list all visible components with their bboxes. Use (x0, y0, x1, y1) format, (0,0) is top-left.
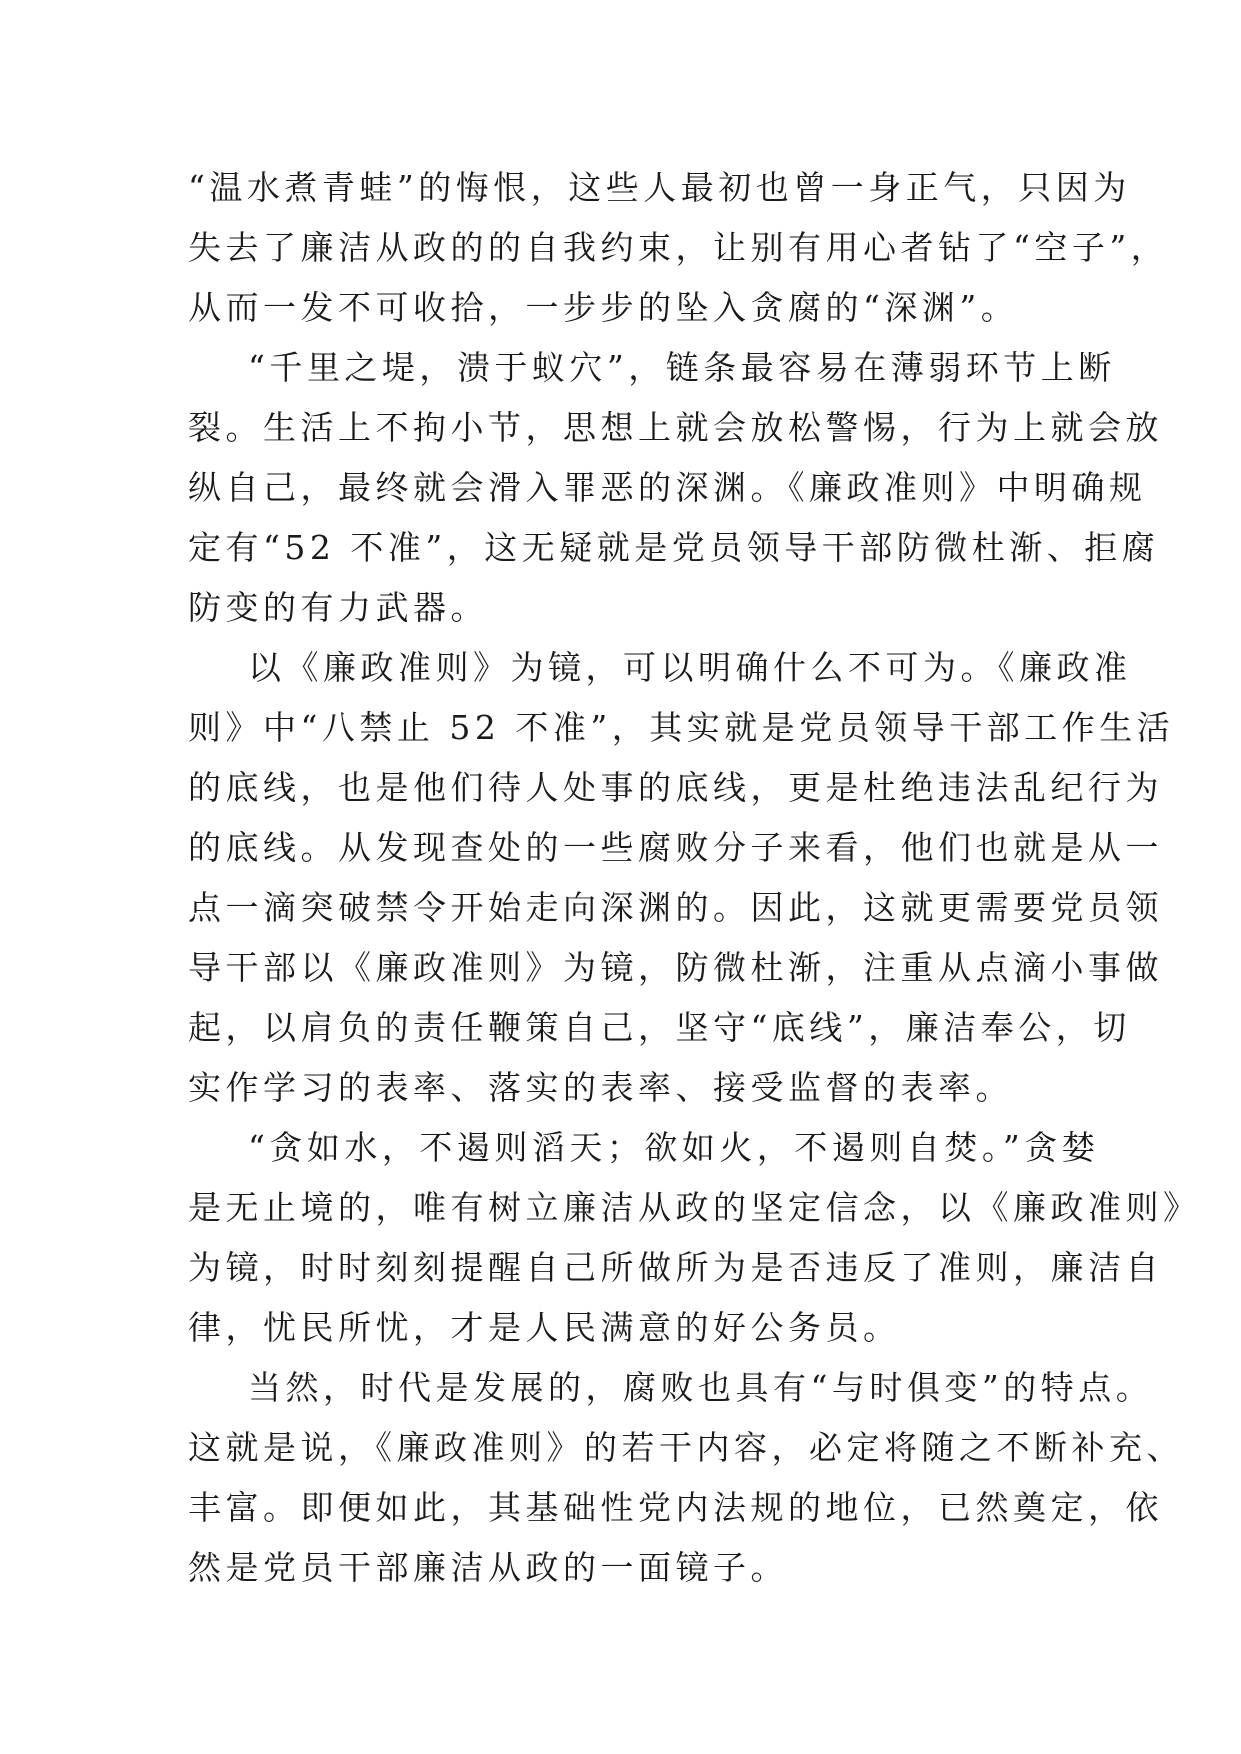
text-line: 是无止境的，唯有树立廉洁从政的坚定信念，以《廉政准则》 (188, 1188, 1201, 1227)
text-line: 失去了廉洁从政的的自我约束，让别有用心者钻了“空子”， (188, 228, 1169, 267)
text-line: 点一滴突破禁令开始走向深渊的。因此，这就更需要党员领 (188, 888, 1163, 927)
text-line: 律，忧民所忧，才是人民满意的好公务员。 (188, 1308, 901, 1347)
text-line: 以《廉政准则》为镜，可以明确什么不可为。《廉政准 (188, 648, 1132, 687)
text-line: 则》中“八禁止 52 不准”，其实就是党员领导干部工作生活 (188, 708, 1175, 747)
text-line: 为镜，时时刻刻提醒自己所做所为是否违反了准则，廉洁自 (188, 1248, 1163, 1287)
text-line: 实作学习的表率、落实的表率、接受监督的表率。 (188, 1068, 1013, 1107)
text-line: 丰富。即便如此，其基础性党内法规的地位，已然奠定，依 (188, 1488, 1163, 1527)
text-line: 然是党员干部廉洁从政的一面镜子。 (188, 1548, 788, 1587)
text-line: “贪如水，不遏则滔天；欲如火，不遏则自焚。”贪婪 (188, 1128, 1100, 1167)
text-line: 防变的有力武器。 (188, 588, 488, 627)
text-line: 导干部以《廉政准则》为镜，防微杜渐，注重从点滴小事做 (188, 948, 1163, 987)
text-line: 起，以肩负的责任鞭策自己，坚守“底线”，廉洁奉公，切 (188, 1008, 1131, 1047)
text-line: 定有“52 不准”，这无疑就是党员领导干部防微杜渐、拒腐 (188, 528, 1160, 567)
text-line: 的底线。从发现查处的一些腐败分子来看，他们也就是从一 (188, 828, 1163, 867)
text-line: 这就是说，《廉政准则》的若干内容，必定将随之不断补充、 (188, 1428, 1184, 1467)
text-line: “千里之堤，溃于蚁穴”，链条最容易在薄弱环节上断 (188, 348, 1116, 387)
text-line: 的底线，也是他们待人处事的底线，更是杜绝违法乱纪行为 (188, 768, 1163, 807)
text-line: 裂。生活上不拘小节，思想上就会放松警惕，行为上就会放 (188, 408, 1163, 447)
text-line: “温水煮青蛙”的悔恨，这些人最初也曾一身正气，只因为 (188, 168, 1131, 207)
text-line: 纵自己，最终就会滑入罪恶的深渊。《廉政准则》中明确规 (188, 468, 1147, 507)
document-body (188, 158, 1201, 1598)
text-line: 当然，时代是发展的，腐败也具有“与时俱变”的特点。 (188, 1368, 1154, 1407)
text-line: 从而一发不可收拾，一步步的坠入贪腐的“深渊”。 (188, 288, 1019, 327)
